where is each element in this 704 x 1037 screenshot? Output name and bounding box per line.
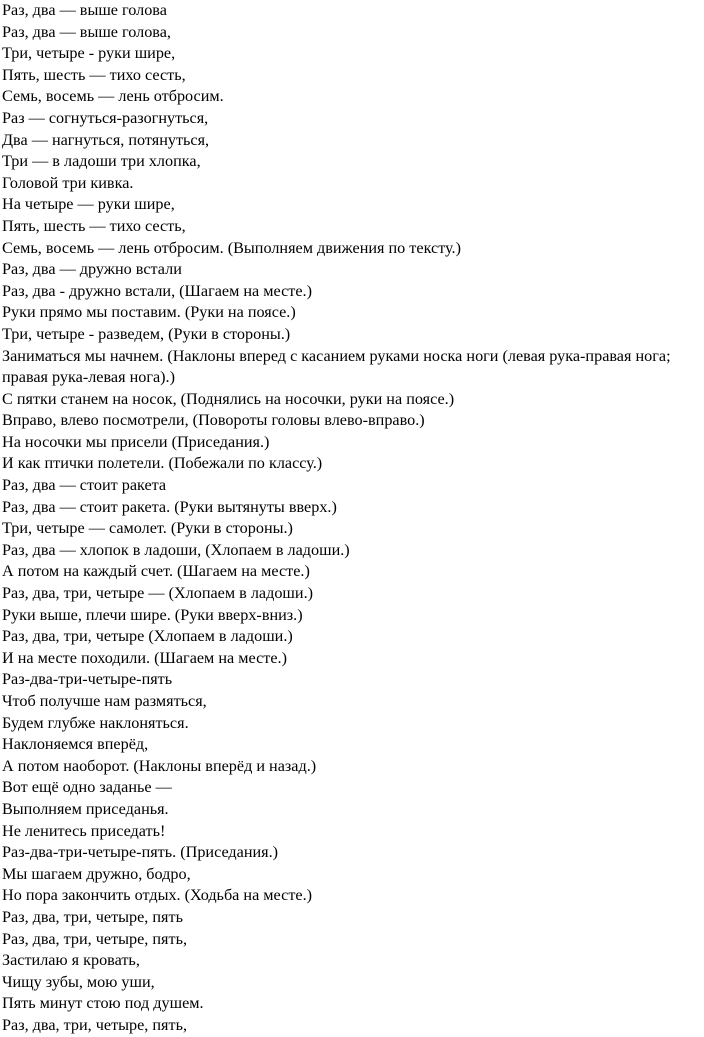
text-line: Раз, два — выше голова <box>2 1 167 19</box>
text-line: И как птички полетели. (Побежали по классу.) <box>2 454 323 473</box>
text-line: На четыре — руки шире, <box>2 195 175 214</box>
text-line: Раз, два, три, четыре — (Хлопаем в ладоши.) <box>2 584 314 603</box>
text-line: Три — в ладоши три хлопка, <box>2 152 201 171</box>
text-line: Три, четыре - руки шире, <box>2 44 176 63</box>
text-line: А потом наоборот. (Наклоны вперёд и назад.) <box>2 756 317 775</box>
text-line: Раз, два — стоит ракета <box>2 476 167 495</box>
text-line: Но пора закончить отдых. (Ходьба на месте.) <box>2 886 313 905</box>
text-line: Раз, два - дружно встали, (Шагаем на месте.) <box>2 281 312 300</box>
text-line: Раз — согнуться-разогнуться, <box>2 108 209 127</box>
text-line: Раз, два — хлопок в ладоши, (Хлопаем в ладоши.) <box>2 540 350 559</box>
text-line: правая рука-левая нога).) <box>2 368 175 387</box>
text-line: С пятки станем на носок, (Поднялись на носочки, руки на поясе.) <box>2 389 455 408</box>
text-line: Пять минут стою под душем. <box>2 994 204 1013</box>
text-line: Семь, восемь — лень отбросим. <box>2 87 224 106</box>
text-line: Раз, два — выше голова, <box>2 22 171 41</box>
text-line: Пять, шесть — тихо сесть, <box>2 216 186 235</box>
text-line: Пять, шесть — тихо сесть, <box>2 65 186 84</box>
text-line: Три, четыре — самолет. (Руки в стороны.) <box>2 519 293 538</box>
text-line: На носочки мы присели (Приседания.) <box>2 432 270 451</box>
text-line: Три, четыре - разведем, (Руки в стороны.) <box>2 324 291 343</box>
text-line: Раз, два — стоит ракета. (Руки вытянуты вверх.) <box>2 497 337 516</box>
text-line: Вправо, влево посмотрели, (Повороты головы влево-вправо.) <box>2 411 425 430</box>
text-line: Не ленитесь приседать! <box>2 821 166 840</box>
text-line: Руки прямо мы поставим. (Руки на поясе.) <box>2 303 296 322</box>
text-line: А потом на каждый счет. (Шагаем на месте.) <box>2 562 310 581</box>
text-line: Раз, два, три, четыре, пять, <box>2 1015 188 1034</box>
text-line: Раз-два-три-четыре-пять. (Приседания.) <box>2 843 279 862</box>
text-line: Раз-два-три-четыре-пять <box>2 670 173 689</box>
text-line: Руки выше, плечи шире. (Руки вверх-вниз.) <box>2 605 303 624</box>
text-line: Семь, восемь — лень отбросим. (Выполняем движения по тексту.) <box>2 238 461 257</box>
text-line: Раз, два — дружно встали <box>2 260 182 279</box>
text-line: Раз, два, три, четыре, пять, <box>2 929 188 948</box>
text-line: Головой три кивка. <box>2 173 134 192</box>
text-line: Заниматься мы начнем. (Наклоны вперед с касанием руками носка ноги (левая рука-правая нога; <box>2 346 671 365</box>
text-line: И на месте походили. (Шагаем на месте.) <box>2 648 287 667</box>
text-line: Раз, два, три, четыре, пять <box>2 907 183 926</box>
text-line: Выполняем приседанья. <box>2 799 169 818</box>
text-line: Застилаю я кровать, <box>2 951 140 970</box>
text-line: Вот ещё одно заданье — <box>2 778 172 797</box>
document-text <box>2 0 698 1037</box>
text-line: Чтоб получше нам размяться, <box>2 692 207 710</box>
text-line: Мы шагаем дружно, бодро, <box>2 864 191 883</box>
text-line: Раз, два, три, четыре (Хлопаем в ладоши.) <box>2 627 293 646</box>
text-line: Два — нагнуться, потянуться, <box>2 130 210 149</box>
text-line: Наклоняемся вперёд, <box>2 735 149 754</box>
text-line: Будем глубже наклоняться. <box>2 713 189 732</box>
text-line: Чищу зубы, мою уши, <box>2 972 155 991</box>
